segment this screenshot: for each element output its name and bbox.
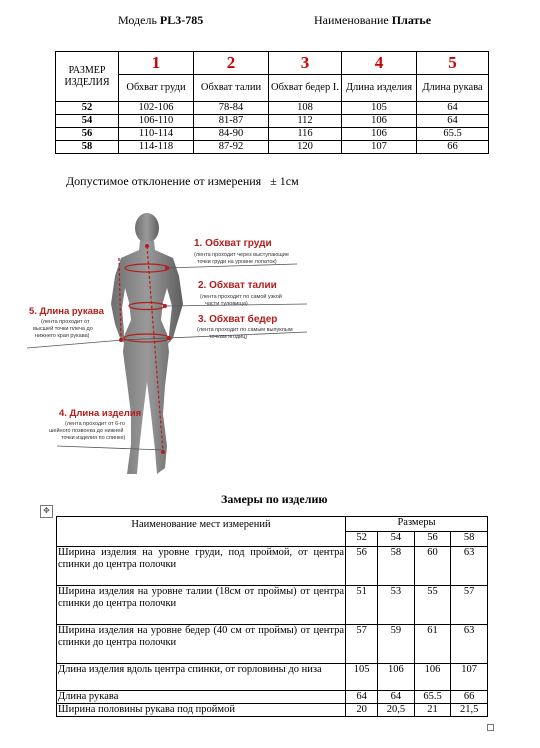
model-line [118,13,203,28]
measure-name: Ширина половины рукава под проймой [57,704,346,717]
tolerance-value: ± 1см [270,174,299,188]
label-length-desc2: шейного позвонка до нижней [49,428,124,434]
leader-line-length [57,446,163,450]
leader-line-sleeve [27,340,123,348]
tolerance-note [66,174,299,189]
measure-value: 20 [346,704,378,717]
model-value: PL3-785 [159,13,204,27]
size-cell: 58 [56,141,119,154]
table-row [57,704,488,717]
name-header: Наименование мест измерений [57,517,346,547]
measure-value: 64 [346,691,378,704]
measure-value: 63 [451,547,488,586]
value-cell: 87-92 [194,141,269,154]
col-name-3: Обхват бедер I. [269,75,342,102]
value-cell: 64 [417,115,489,128]
size-cell: 52 [56,102,119,115]
measure-value: 105 [346,664,378,691]
value-cell: 81-87 [194,115,269,128]
size-col-header: 58 [451,532,488,547]
measurement-figure [27,206,327,484]
measure-name: Ширина изделия на уровне груди, под проймой, от центра спинки до центра полочки [57,547,346,586]
size-col-header: 54 [378,532,415,547]
label-hips-desc: (лента проходит по самым выпуклым [197,327,293,333]
size-col-header: 56 [414,532,451,547]
measure-value: 53 [378,586,415,625]
col-number-4: 4 [342,52,417,75]
size-row [56,128,489,141]
resize-handle[interactable] [487,724,494,731]
measure-name: Ширина изделия на уровне талии (18см от проймы) от центра спинки до центра полочки [57,586,346,625]
measure-value: 59 [378,625,415,664]
measure-value: 66 [451,691,488,704]
value-cell: 84-90 [194,128,269,141]
size-cell: 56 [56,128,119,141]
value-cell: 106-110 [119,115,194,128]
measure-value: 107 [451,664,488,691]
name-value: Платье [391,13,432,27]
value-cell: 106 [342,115,417,128]
size-col-header: 52 [346,532,378,547]
col-number-5: 5 [417,52,489,75]
value-cell: 105 [342,102,417,115]
col-name-1: Обхват груди [119,75,194,102]
measure-value: 64 [378,691,415,704]
measure-value: 60 [414,547,451,586]
col-name-5: Длина рукава [417,75,489,102]
measure-value: 63 [451,625,488,664]
col-name-2: Обхват талии [194,75,269,102]
measure-value: 51 [346,586,378,625]
sizes-header: Размеры [346,517,488,532]
label-sleeve-desc2: высшей точки плеча до [33,326,93,332]
label-bust-desc: (лента проходит через выступающие [194,252,289,258]
value-cell: 112 [269,115,342,128]
measurements-title: Замеры по изделию [221,492,328,506]
label-waist-title: 2. Обхват талии [198,280,277,291]
value-cell: 65.5 [417,128,489,141]
measure-value: 20,5 [378,704,415,717]
label-waist-desc2: части туловища) [205,301,248,307]
measure-value: 56 [346,547,378,586]
label-bust-title: 1. Обхват груди [194,238,272,249]
tolerance-text: Допустимое отклонение от измерения [66,174,262,188]
measure-value: 58 [378,547,415,586]
measure-name: Ширина изделия на уровне бедер (40 см от проймы) от центра спинки до центра полочки [57,625,346,664]
col-number-1: 1 [119,52,194,75]
measure-value: 55 [414,586,451,625]
value-cell: 78-84 [194,102,269,115]
measure-name: Длина рукава [57,691,346,704]
value-cell: 110-114 [119,128,194,141]
label-sleeve-desc: (лента проходит от [41,319,90,325]
table-row [57,691,488,704]
measure-value: 57 [451,586,488,625]
model-label: Модель [118,13,157,27]
value-cell: 108 [269,102,342,115]
measure-value: 61 [414,625,451,664]
measure-value: 106 [378,664,415,691]
value-cell: 107 [342,141,417,154]
measurements-table [56,516,488,717]
measure-name: Длина изделия вдоль центра спинки, от горловины до низа [57,664,346,691]
value-cell: 114-118 [119,141,194,154]
table-row [57,664,488,691]
move-handle-icon[interactable]: ✥ [40,505,53,518]
label-sleeve-desc3: нижнего края рукава) [35,333,90,339]
value-cell: 66 [417,141,489,154]
table-row [57,625,488,664]
label-hips-desc2: точкам ягодиц) [209,334,248,340]
table-row [57,547,488,586]
measure-value: 21,5 [451,704,488,717]
label-hips-title: 3. Обхват бедер [198,314,278,325]
name-label: Наименование [314,13,389,27]
value-cell: 106 [342,128,417,141]
size-row [56,115,489,128]
measure-value: 57 [346,625,378,664]
size-table [55,51,489,154]
col-number-3: 3 [269,52,342,75]
label-length-desc: (лента проходит от 6-го [65,421,125,427]
name-line [314,13,431,28]
measure-value: 106 [414,664,451,691]
measure-value: 21 [414,704,451,717]
col-number-2: 2 [194,52,269,75]
size-cell: 54 [56,115,119,128]
value-cell: 116 [269,128,342,141]
size-header: РАЗМЕР ИЗДЕЛИЯ [56,52,119,102]
label-length-title: 4. Длина изделия [59,408,142,419]
label-sleeve-title: 5. Длина рукава [29,306,104,317]
size-row [56,141,489,154]
label-waist-desc: (лента проходит по самой узкой [200,294,282,300]
col-name-4: Длина изделия [342,75,417,102]
label-bust-desc2: точки груди на уровне лопаток) [197,259,277,265]
value-cell: 102-106 [119,102,194,115]
size-row [56,102,489,115]
value-cell: 64 [417,102,489,115]
value-cell: 120 [269,141,342,154]
table-row [57,586,488,625]
measure-value: 65.5 [414,691,451,704]
label-length-desc3: точки изделия по спинке) [61,435,126,441]
